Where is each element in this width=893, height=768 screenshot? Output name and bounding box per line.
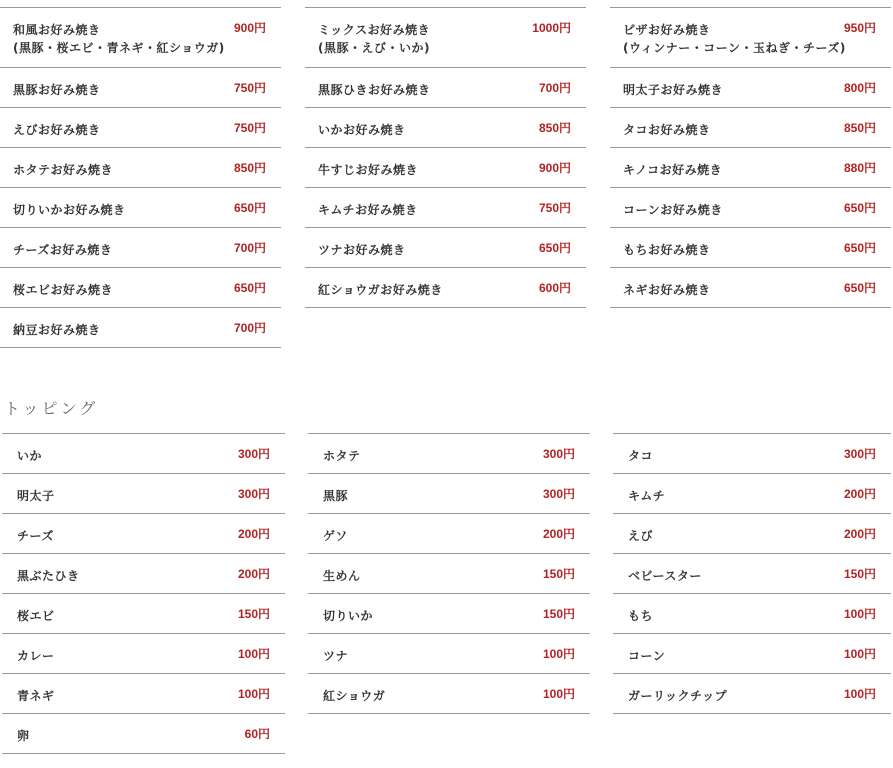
menu-item-price: 900円	[233, 21, 266, 35]
menu-item-price: 650円	[843, 201, 876, 215]
topping-name: ホタテ	[323, 449, 361, 463]
topping-price: 150円	[542, 567, 575, 581]
topping-price: 300円	[542, 487, 575, 501]
menu-item-price: 650円	[538, 241, 571, 255]
okonomiyaki-column-2	[305, 7, 586, 308]
topping-price: 100円	[843, 647, 876, 661]
menu-item-name: 紅ショウガお好み焼き	[318, 283, 443, 297]
toppings-column-1	[2, 433, 285, 754]
menu-item-ingredients: (黒豚・えび・いか)	[318, 41, 430, 55]
topping-name: えび	[628, 529, 654, 543]
topping-price: 150円	[237, 607, 270, 621]
menu-item-price: 880円	[843, 161, 876, 175]
topping-name: チーズ	[17, 529, 54, 543]
topping-price: 100円	[843, 687, 876, 701]
topping-item	[308, 594, 590, 634]
okonomiyaki-column-1	[0, 7, 281, 348]
menu-item-price: 750円	[233, 121, 266, 135]
menu-item-price: 950円	[843, 21, 876, 35]
menu-item-name: コーンお好み焼き	[623, 203, 723, 217]
menu-item	[0, 148, 281, 188]
topping-name: 青ネギ	[17, 689, 55, 703]
menu-item-name: えびお好み焼き	[13, 123, 101, 137]
menu-item	[305, 108, 586, 148]
topping-name: 黒豚	[323, 489, 349, 503]
menu-item-price: 850円	[843, 121, 876, 135]
topping-name: タコ	[628, 449, 654, 463]
menu-item-name: もちお好み焼き	[623, 243, 711, 257]
menu-item	[0, 68, 281, 108]
menu-item-price: 850円	[233, 161, 266, 175]
menu-item	[305, 8, 586, 68]
topping-price: 300円	[843, 447, 876, 461]
topping-item	[2, 554, 285, 594]
topping-item	[308, 674, 590, 714]
topping-price: 200円	[843, 527, 876, 541]
menu-item	[305, 228, 586, 268]
topping-name: 黒ぶたひき	[17, 569, 80, 583]
menu-item-price: 650円	[843, 281, 876, 295]
menu-item-name: キノコお好み焼き	[623, 163, 723, 177]
topping-item	[2, 634, 285, 674]
topping-item	[2, 674, 285, 714]
menu-item-name: キムチお好み焼き	[318, 203, 418, 217]
menu-item-name: チーズお好み焼き	[13, 243, 113, 257]
menu-item-price: 750円	[233, 81, 266, 95]
menu-item	[0, 268, 281, 308]
menu-item	[610, 188, 891, 228]
menu-item	[610, 268, 891, 308]
topping-name: 紅ショウガ	[323, 689, 386, 703]
menu-item	[0, 308, 281, 348]
topping-item	[308, 514, 590, 554]
menu-item-name: 桜エビお好み焼き	[13, 283, 114, 297]
topping-item	[308, 554, 590, 594]
topping-item	[2, 594, 285, 634]
topping-price: 200円	[843, 487, 876, 501]
menu-item-price: 1000円	[532, 21, 571, 35]
topping-name: 卵	[17, 729, 30, 743]
topping-price: 300円	[237, 487, 270, 501]
menu-item-price: 850円	[538, 121, 571, 135]
topping-name: 生めん	[323, 569, 361, 583]
menu-item-name: ピザお好み焼き	[623, 23, 711, 37]
topping-price: 100円	[237, 647, 270, 661]
menu-item	[0, 188, 281, 228]
topping-name: キムチ	[628, 489, 666, 503]
topping-item	[308, 474, 590, 514]
menu-item	[610, 68, 891, 108]
topping-item	[613, 634, 891, 674]
topping-price: 60円	[244, 727, 270, 741]
topping-price: 100円	[843, 607, 876, 621]
topping-name: 切りいか	[323, 609, 374, 623]
menu-item	[305, 188, 586, 228]
topping-price: 300円	[542, 447, 575, 461]
menu-item-name: 切りいかお好み焼き	[13, 203, 126, 217]
menu-item-name: ミックスお好み焼き	[318, 23, 431, 37]
topping-item	[2, 514, 285, 554]
topping-item	[613, 474, 891, 514]
menu-item	[305, 68, 586, 108]
menu-item-price: 750円	[538, 201, 571, 215]
topping-name: ツナ	[323, 649, 349, 663]
menu-item-name: 和風お好み焼き	[13, 23, 101, 37]
menu-item-ingredients: (黒豚・桜エビ・青ネギ・紅ショウガ)	[13, 41, 225, 55]
topping-name: ガーリックチップ	[628, 689, 728, 703]
menu-item-price: 700円	[233, 321, 266, 335]
menu-item	[0, 228, 281, 268]
menu-item	[610, 108, 891, 148]
topping-item	[308, 634, 590, 674]
topping-name: ベビースター	[628, 569, 702, 583]
topping-price: 300円	[237, 447, 270, 461]
menu-item-name: 明太子お好み焼き	[623, 83, 724, 97]
menu-item	[610, 228, 891, 268]
topping-price: 100円	[542, 687, 575, 701]
topping-name: いか	[17, 449, 43, 463]
menu-item-price: 650円	[233, 281, 266, 295]
topping-price: 150円	[843, 567, 876, 581]
topping-item	[2, 714, 285, 754]
menu-item	[0, 108, 281, 148]
topping-item	[613, 594, 891, 634]
topping-name: カレー	[17, 649, 55, 663]
topping-name: ゲソ	[323, 529, 348, 543]
menu-item-name: ツナお好み焼き	[318, 243, 406, 257]
topping-item	[2, 434, 285, 474]
topping-price: 100円	[237, 687, 270, 701]
toppings-heading: トッピング	[4, 399, 99, 418]
menu-item-price: 700円	[538, 81, 571, 95]
topping-price: 150円	[542, 607, 575, 621]
topping-price: 200円	[542, 527, 575, 541]
topping-name: 明太子	[17, 489, 55, 503]
menu-item-name: 黒豚ひきお好み焼き	[318, 83, 431, 97]
topping-item	[613, 674, 891, 714]
menu-item-name: 黒豚お好み焼き	[13, 83, 101, 97]
topping-name: もち	[628, 609, 654, 623]
menu-item-price: 600円	[538, 281, 571, 295]
menu-item-ingredients: (ウィンナー・コーン・玉ねぎ・チーズ)	[623, 41, 846, 55]
menu-item-name: 牛すじお好み焼き	[318, 163, 419, 177]
menu-item-name: ホタテお好み焼き	[13, 163, 114, 177]
topping-item	[2, 474, 285, 514]
menu-item	[0, 8, 281, 68]
menu-item-name: いかお好み焼き	[318, 123, 406, 137]
menu-item	[305, 268, 586, 308]
menu-item-name: ネギお好み焼き	[623, 283, 711, 297]
menu-item	[610, 148, 891, 188]
menu-item-price: 900円	[538, 161, 571, 175]
menu-item-price: 650円	[233, 201, 266, 215]
topping-name: コーン	[628, 649, 666, 663]
topping-price: 100円	[542, 647, 575, 661]
topping-item	[613, 514, 891, 554]
topping-price: 200円	[237, 567, 270, 581]
menu-item-price: 650円	[843, 241, 876, 255]
topping-item	[308, 434, 590, 474]
topping-price: 200円	[237, 527, 270, 541]
topping-item	[613, 554, 891, 594]
topping-name: 桜エビ	[17, 609, 55, 623]
menu-item	[305, 148, 586, 188]
toppings-column-3	[613, 433, 891, 714]
menu-item-price: 700円	[233, 241, 266, 255]
menu-item-price: 800円	[843, 81, 876, 95]
menu-item	[610, 8, 891, 68]
okonomiyaki-column-3	[610, 7, 891, 308]
topping-item	[613, 434, 891, 474]
toppings-column-2	[308, 433, 590, 714]
menu-item-name: タコお好み焼き	[623, 123, 711, 137]
menu-item-name: 納豆お好み焼き	[13, 323, 101, 337]
